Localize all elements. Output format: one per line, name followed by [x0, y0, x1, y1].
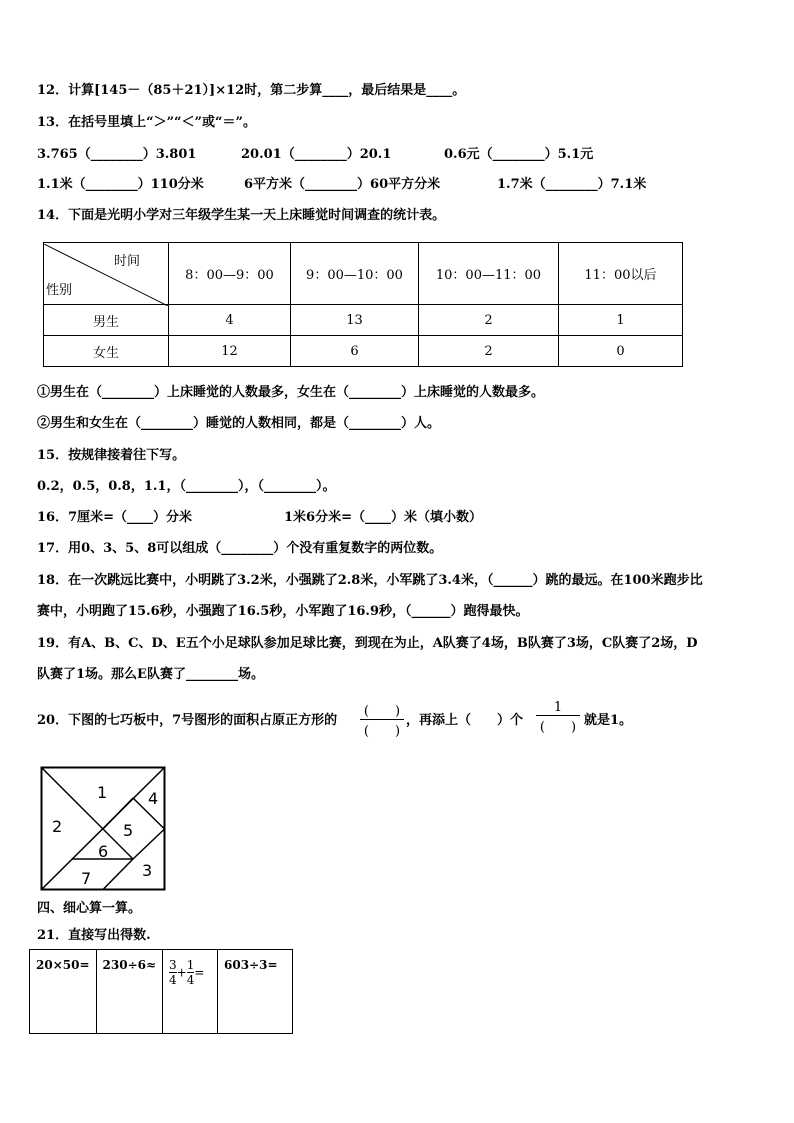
q13-item-3: 0.6元（________）5.1元 — [444, 147, 594, 162]
calc-cell: 20×50= — [30, 950, 97, 1034]
q13-item-4: 1.1米（________）110分米 — [37, 177, 204, 192]
q13-item-5: 6平方米（________）60平方分米 — [244, 177, 441, 192]
question-18-line-1: 18．在一次跳远比赛中，小明跳了3.2米，小强跳了2.8米，小军跳了3.4米，（______）跳的最远。在100米跑步比 — [37, 573, 703, 588]
table-cell: 13 — [291, 305, 419, 336]
q15-sequence: 0.2，0.5，0.8，1.1，（________），（________）。 — [37, 479, 336, 494]
table-cell: 12 — [169, 336, 291, 367]
fraction-b-denominator: 4 — [186, 973, 195, 987]
section-4-heading: 四、细心算一算。 — [37, 901, 142, 916]
fraction-a-numerator: 3 — [169, 958, 177, 972]
question-20-part-3: 就是1。 — [584, 713, 633, 728]
q20-fraction-1-numerator: ( ) — [363, 704, 401, 719]
q20-fraction-2-numerator: 1 — [553, 700, 563, 715]
row-label-girls: 女生 — [44, 336, 169, 367]
question-20-part-1: 20．下图的七巧板中，7号图形的面积占原正方形的 — [37, 713, 338, 728]
table-cell: 2 — [419, 336, 559, 367]
table-cell: 4 — [169, 305, 291, 336]
question-15-title: 15．按规律接着往下写。 — [37, 448, 186, 463]
question-12: 12．计算[145－（85＋21）]×12时，第二步算____，最后结果是____。 — [37, 83, 466, 98]
calc-cell-fraction-sum — [163, 950, 218, 1034]
q16-right: 1米6分米=（____）米（填小数） — [284, 510, 482, 525]
tangram-figure — [40, 766, 167, 892]
question-19-line-1: 19．有A、B、C、D、E五个小足球队参加足球比赛，到现在为止，A队赛了4场，B队赛了3场，C队赛了2场，D — [37, 636, 698, 651]
q20-fraction-1-denominator: ( ) — [360, 719, 404, 739]
corner-label-time: 时间 — [113, 253, 140, 269]
calc-cell: 230÷6≈ — [96, 950, 163, 1034]
tangram-label-4: 4 — [148, 789, 159, 808]
row-label-boys: 男生 — [44, 305, 169, 336]
tangram-label-7: 7 — [81, 869, 92, 888]
question-17: 17．用0、3、5、8可以组成（________）个没有重复数字的两位数。 — [37, 541, 443, 556]
table-header: 8：00—9：00 — [169, 243, 291, 305]
table-corner-cell — [44, 243, 169, 305]
q20-fraction-1 — [360, 700, 404, 739]
fraction-b-numerator: 1 — [186, 958, 195, 972]
q14-subquestion-2: ②男生和女生在（________）睡觉的人数相同，都是（________）人。 — [37, 416, 441, 431]
q20-fraction-2-denominator: ( ) — [536, 715, 580, 735]
table-cell: 0 — [558, 336, 682, 367]
fraction-a — [169, 958, 177, 987]
sleep-time-table — [43, 242, 683, 367]
tangram-label-1: 1 — [97, 783, 108, 802]
table-cell: 2 — [419, 305, 559, 336]
tangram-label-3: 3 — [142, 861, 153, 880]
question-20-part-2: ，再添上（ ）个 — [406, 713, 524, 728]
q20-fraction-2 — [536, 700, 580, 735]
plus-sign: + — [176, 965, 187, 980]
tangram-label-6: 6 — [98, 842, 109, 861]
question-14-title: 14．下面是光明小学对三年级学生某一天上床睡觉时间调查的统计表。 — [37, 208, 446, 223]
q14-subquestion-1: ①男生在（________）上床睡觉的人数最多，女生在（________）上床睡觉的人数最多。 — [37, 385, 545, 400]
corner-label-gender: 性别 — [46, 282, 73, 298]
question-13-title: 13．在括号里填上“＞”“＜”或“＝”。 — [37, 115, 256, 130]
table-header: 10：00—11：00 — [419, 243, 559, 305]
question-21-title: 21．直接写出得数. — [37, 928, 151, 943]
calc-cell: 603÷3= — [218, 950, 293, 1034]
table-cell: 6 — [291, 336, 419, 367]
q13-item-1: 3.765（________）3.801 — [37, 147, 197, 162]
table-row — [44, 305, 683, 336]
fraction-a-denominator: 4 — [169, 973, 177, 987]
question-19-line-2: 队赛了1场。那么E队赛了________场。 — [37, 667, 264, 682]
q13-item-2: 20.01（________）20.1 — [241, 147, 392, 162]
tangram-label-2: 2 — [52, 817, 63, 836]
table-header: 9：00—10：00 — [291, 243, 419, 305]
mental-math-table — [29, 949, 293, 1034]
table-row — [44, 336, 683, 367]
q16-left: 16．7厘米=（____）分米 — [37, 510, 193, 525]
table-header: 11：00以后 — [558, 243, 682, 305]
equals-sign: = — [194, 965, 205, 980]
table-cell: 1 — [558, 305, 682, 336]
q13-item-6: 1.7米（________）7.1米 — [497, 177, 647, 192]
question-18-line-2: 赛中，小明跑了15.6秒，小强跑了16.5秒，小军跑了16.9秒，（______）跑得最快。 — [37, 604, 529, 619]
tangram-label-5: 5 — [123, 821, 134, 840]
